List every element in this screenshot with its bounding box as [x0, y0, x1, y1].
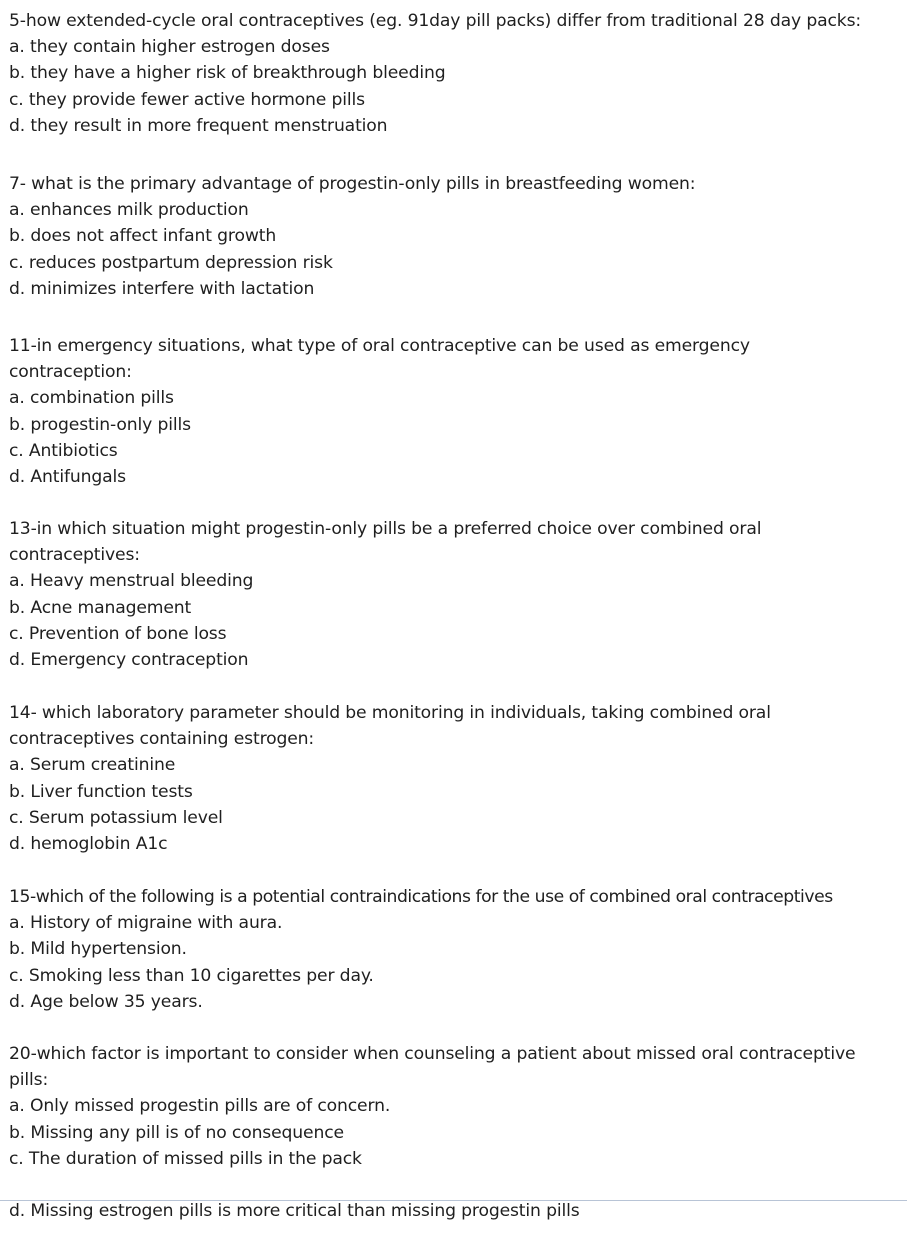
question-stem: 11-in emergency situations, what type of oral contraceptive can be used as emergency contraception:	[9, 336, 750, 383]
question-5	[9, 8, 899, 139]
option-b: b. Acne management	[9, 597, 192, 618]
question-20-continued	[9, 1198, 899, 1224]
question-14	[9, 700, 899, 857]
option-c: c. Prevention of bone loss	[9, 623, 227, 644]
option-b: b. Mild hypertension.	[9, 939, 187, 960]
option-d: d. they result in more frequent menstruation	[9, 115, 388, 136]
option-a: a. enhances milk production	[9, 200, 249, 221]
question-stem: 5-how extended-cycle oral contraceptives (eg. 91day pill packs) differ from traditional 28 day packs:	[9, 11, 862, 31]
option-d: d. Emergency contraception	[9, 650, 249, 671]
option-a: a. Serum creatinine	[9, 755, 176, 776]
option-d: d. Age below 35 years.	[9, 991, 203, 1012]
option-c: c. Antibiotics	[9, 440, 118, 461]
option-a: a. combination pills	[9, 388, 174, 409]
option-c: c. Serum potassium level	[9, 807, 223, 828]
option-d: d. Missing estrogen pills is more critical than missing progestin pills	[9, 1201, 580, 1221]
option-b: b. progestin-only pills	[9, 414, 191, 435]
option-a: a. they contain higher estrogen doses	[9, 37, 330, 58]
option-d: d. minimizes interfere with lactation	[9, 278, 315, 299]
option-a: a. Heavy menstrual bleeding	[9, 571, 254, 592]
question-stem: 20-which factor is important to consider when counseling a patient about missed oral contraceptive pills:	[9, 1044, 856, 1091]
option-a: a. History of migraine with aura.	[9, 913, 283, 934]
question-stem: 7- what is the primary advantage of progestin-only pills in breastfeeding women:	[9, 174, 696, 194]
option-c: c. they provide fewer active hormone pills	[9, 89, 365, 110]
option-b: b. does not affect infant growth	[9, 226, 277, 247]
question-7	[9, 171, 899, 302]
question-stem: 13-in which situation might progestin-only pills be a preferred choice over combined oral contraceptives:	[9, 519, 762, 566]
option-c: c. reduces postpartum depression risk	[9, 252, 333, 273]
option-c: c. The duration of missed pills in the pack	[9, 1148, 362, 1169]
question-stem: 15-which of the following is a potential contraindications for the use of combined oral contraceptives	[9, 887, 833, 907]
question-11	[9, 333, 899, 490]
option-d: d. Antifungals	[9, 467, 126, 488]
question-stem: 14- which laboratory parameter should be monitoring in individuals, taking combined oral contraceptives containing estrogen:	[9, 703, 771, 750]
question-20	[9, 1041, 899, 1172]
option-b: b. Missing any pill is of no consequence	[9, 1122, 344, 1143]
option-c: c. Smoking less than 10 cigarettes per day.	[9, 965, 374, 986]
question-13	[9, 516, 899, 673]
question-15	[9, 884, 899, 1015]
option-b: b. they have a higher risk of breakthrough bleeding	[9, 63, 446, 84]
option-a: a. Only missed progestin pills are of concern.	[9, 1096, 391, 1117]
option-d: d. hemoglobin A1c	[9, 834, 168, 855]
option-b: b. Liver function tests	[9, 781, 193, 802]
